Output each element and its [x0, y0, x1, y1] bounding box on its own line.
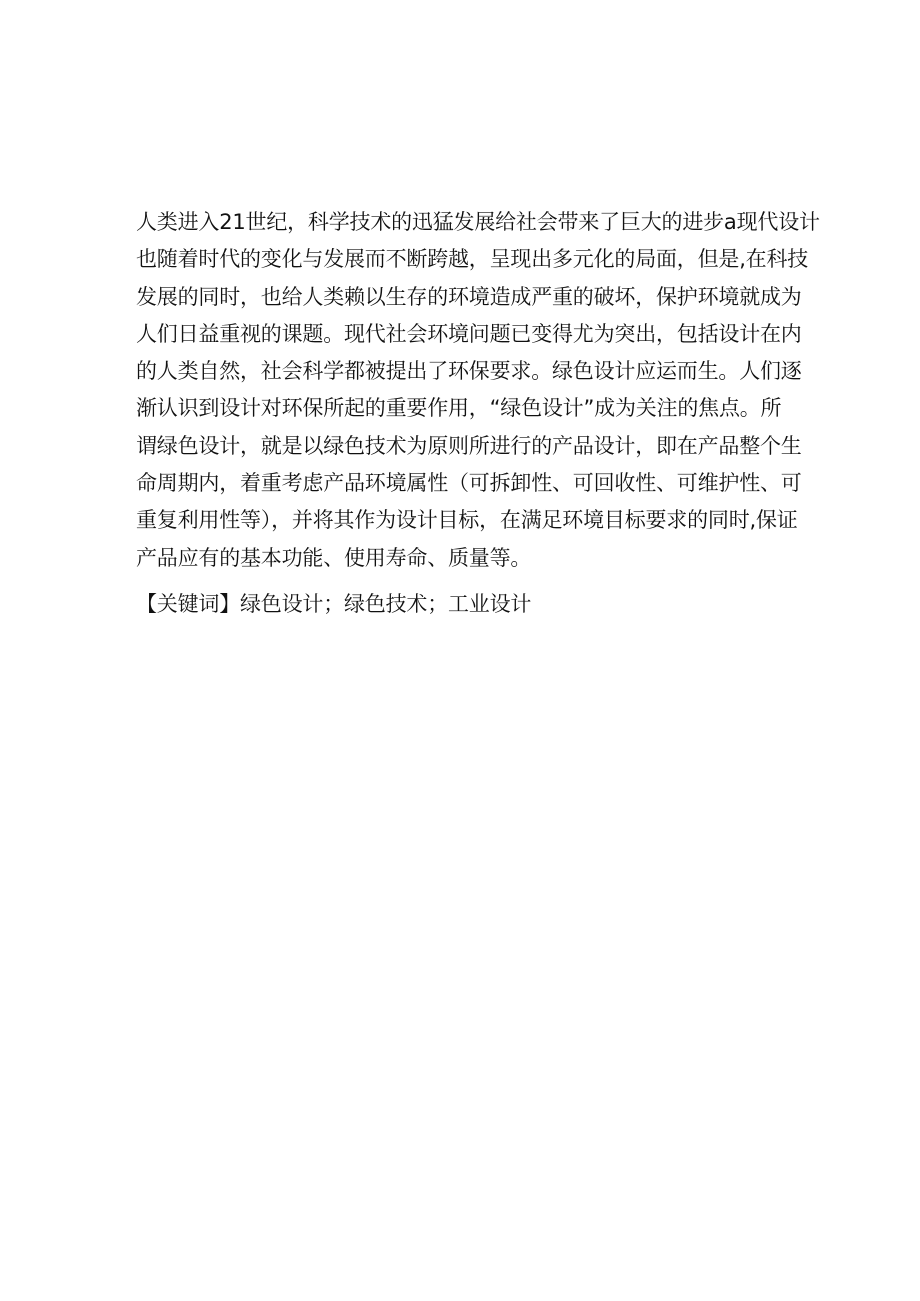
abstract-line: 重复利用性等），并将其作为设计目标，在满足环境目标要求的同时,保证 [136, 508, 798, 533]
abstract-line: 渐认识到设计对环保所起的重要作用，“绿色设计”成为关注的焦点。所 [136, 396, 782, 421]
abstract-line: 谓绿色设计，就是以绿色技术为原则所进行的产品设计，即在产品整个生 [136, 433, 802, 458]
keywords-line: 【关键词】绿色设计；绿色技术；工业设计 [136, 591, 532, 616]
abstract-line: 人类进入21世纪，科学技术的迅猛发展给社会带来了巨大的进步a现代设计 [136, 210, 820, 234]
abstract-line: 也随着时代的变化与发展而不断跨越，呈现出多元化的局面，但是,在科技 [136, 247, 809, 272]
abstract-line: 人们日益重视的课题。现代社会环境问题已变得尤为突出，包括设计在内 [136, 321, 802, 346]
abstract-section [136, 206, 820, 620]
abstract-line: 命周期内，着重考虑产品环境属性（可拆卸性、可回收性、可维护性、可 [136, 471, 802, 496]
abstract-line: 的人类自然，社会科学都被提出了环保要求。绿色设计应运而生。人们逐 [136, 359, 802, 384]
abstract-paragraph [136, 206, 820, 574]
abstract-line: 产品应有的基本功能、使用寿命、质量等。 [136, 545, 532, 570]
abstract-line: 发展的同时，也给人类赖以生存的环境造成严重的破坏，保护环境就成为 [136, 284, 802, 309]
